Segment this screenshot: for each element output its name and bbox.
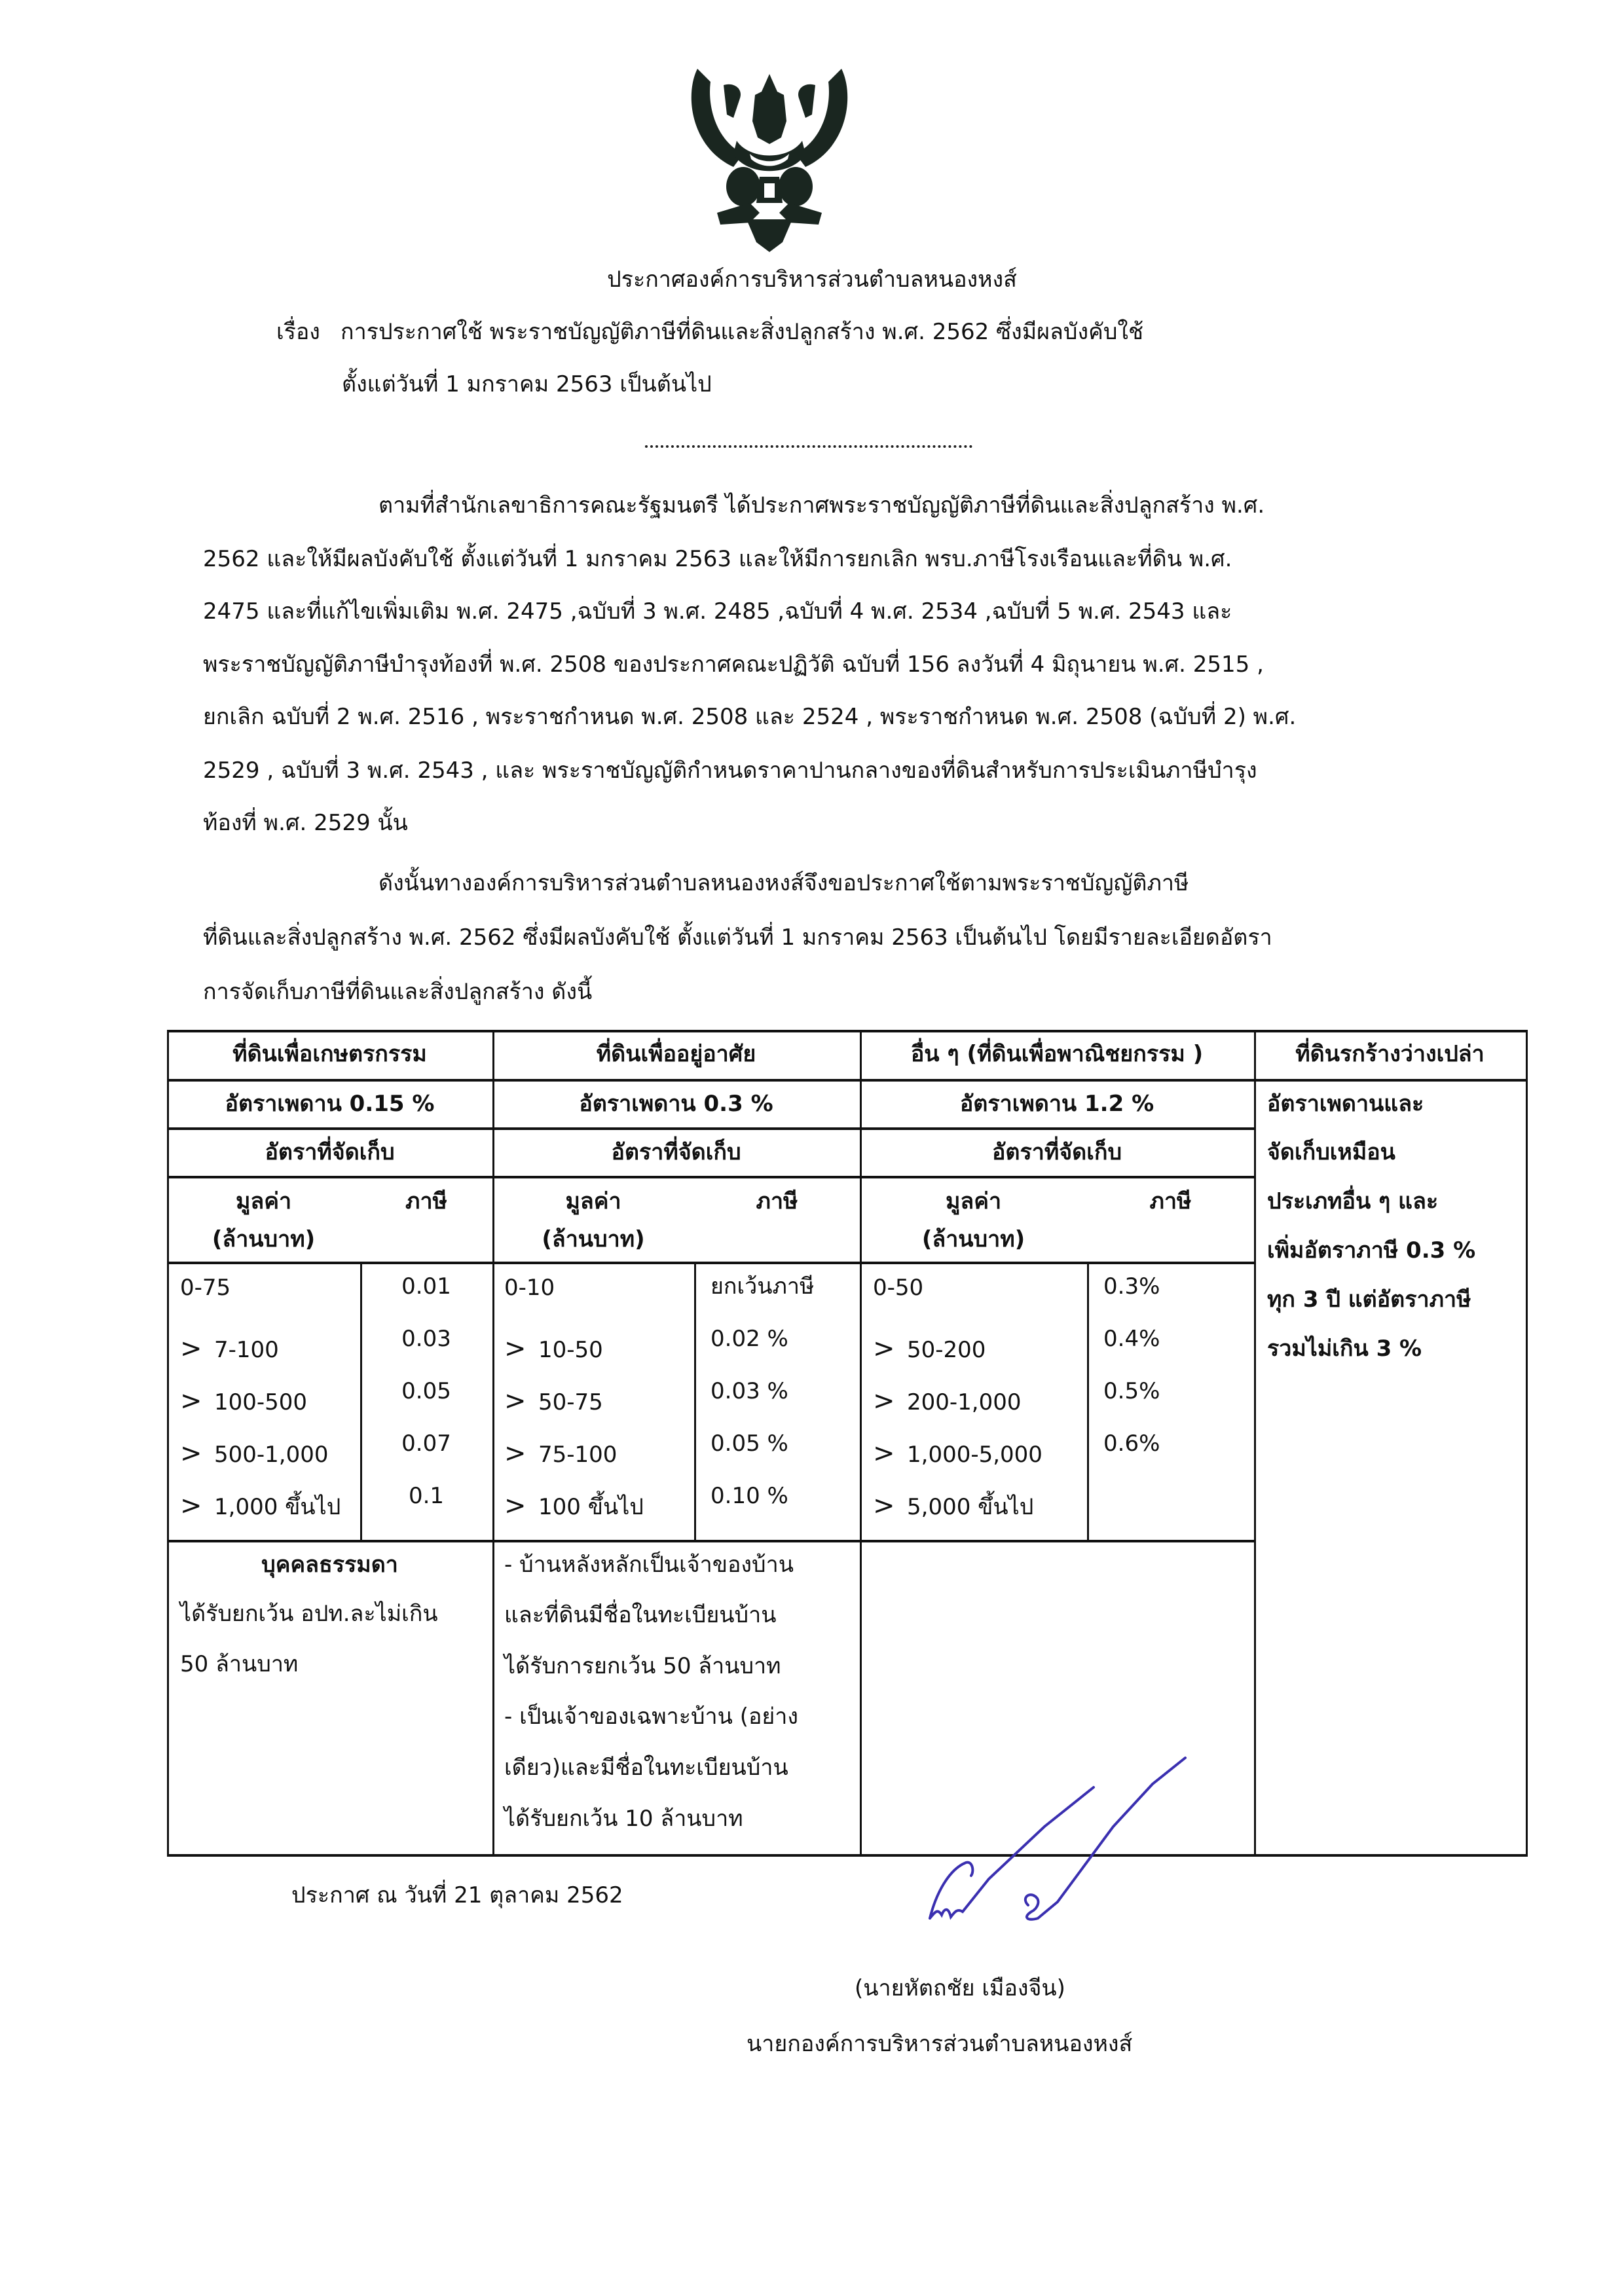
- tax-label: ภาษี: [756, 1188, 798, 1214]
- announcement-title: ประกาศองค์การบริหารส่วนตำบลหนองหงส์: [607, 266, 1017, 293]
- table-border: [167, 1030, 1528, 1032]
- table-border: [167, 1262, 1254, 1264]
- value-unit-label: (ล้านบาท): [542, 1226, 645, 1252]
- ceiling-rate-agriculture: อัตราเพดาน 0.15 %: [225, 1091, 435, 1117]
- signer-name: (นายหัตถชัย เมืองจีน): [855, 1975, 1065, 2001]
- rate-range: [180, 1336, 279, 1362]
- rate-range-value: 75-100: [538, 1442, 618, 1468]
- rate-range-value: 500-1,000: [214, 1442, 329, 1468]
- rate-range-value: 100-500: [214, 1389, 308, 1415]
- rate-range: [504, 1388, 603, 1414]
- paragraph1-line: ยกเลิก ฉบับที่ 2 พ.ศ. 2516 , พระราชกำหนด พ.ศ. 2508 และ 2524 , พระราชกำหนด พ.ศ. 2508 (ฉบับที่ 2) พ.ศ.: [203, 704, 1297, 730]
- rate-tax-value: 0.03 %: [710, 1378, 788, 1404]
- greater-than-symbol: >: [504, 1438, 526, 1468]
- handwritten-signature-icon: [917, 1722, 1192, 1958]
- individual-note-line: 50 ล้านบาท: [180, 1651, 299, 1677]
- rate-tax-value: 0.05: [401, 1378, 451, 1404]
- ceiling-rate-commercial: อัตราเพดาน 1.2 %: [959, 1091, 1154, 1117]
- rate-range-value: 200-1,000: [907, 1389, 1022, 1415]
- table-border: [1087, 1262, 1089, 1540]
- table-border: [167, 1176, 1254, 1178]
- rate-range: [180, 1493, 341, 1519]
- tax-label: ภาษี: [405, 1188, 447, 1214]
- vacant-note-line: ทุก 3 ปี แต่อัตราภาษี: [1267, 1286, 1471, 1313]
- value-label: มูลค่า: [565, 1188, 621, 1214]
- rate-tax-value: 0.05 %: [710, 1430, 788, 1457]
- table-border: [167, 1079, 1528, 1082]
- greater-than-symbol: >: [180, 1334, 202, 1364]
- greater-than-symbol: >: [873, 1438, 895, 1468]
- rate-tax-value: 0.3%: [1103, 1273, 1160, 1300]
- rate-range-value: 7-100: [214, 1337, 279, 1363]
- rate-range: [873, 1440, 1043, 1467]
- rate-tax-value: 0.4%: [1103, 1326, 1160, 1352]
- rate-tax-value: 0.07: [401, 1430, 451, 1457]
- rate-range: [873, 1493, 1033, 1519]
- separator-dotted-line: [645, 445, 972, 448]
- tax-rate-table: [167, 1030, 1528, 1857]
- rate-range-value: 0-75: [180, 1275, 231, 1301]
- table-border: [1526, 1030, 1528, 1857]
- paragraph2-line: การจัดเก็บภาษีที่ดินและสิ่งปลูกสร้าง ดังนี้: [203, 979, 593, 1005]
- rate-tax-value: 0.1: [408, 1483, 445, 1509]
- rate-range: [504, 1493, 644, 1519]
- rate-range-value: 0-50: [873, 1275, 924, 1301]
- value-label: มูลค่า: [235, 1188, 292, 1214]
- column-heading-residential: ที่ดินเพื่ออยู่อาศัย: [596, 1041, 756, 1067]
- rate-tax-value: 0.01: [401, 1273, 451, 1300]
- table-border: [694, 1262, 696, 1540]
- paragraph1-line: ตามที่สำนักเลขาธิการคณะรัฐมนตรี ได้ประกาศพระราชบัญญัติภาษีที่ดินและสิ่งปลูกสร้าง พ.ศ.: [378, 492, 1265, 519]
- greater-than-symbol: >: [504, 1334, 526, 1364]
- greater-than-symbol: >: [180, 1438, 202, 1468]
- rate-tax-value: 0.02 %: [710, 1326, 788, 1352]
- rate-range-value: 50-200: [907, 1337, 986, 1363]
- rate-range: [504, 1336, 603, 1362]
- value-unit-label: (ล้านบาท): [212, 1226, 316, 1252]
- rate-range: [180, 1388, 307, 1414]
- subject-line-2: ตั้งแต่วันที่ 1 มกราคม 2563 เป็นต้นไป: [342, 371, 712, 397]
- paragraph1-line: พระราชบัญญัติภาษีบำรุงท้องที่ พ.ศ. 2508 ของประกาศคณะปฏิวัติ ฉบับที่ 156 ลงวันที่ 4 มิถุนายน พ.ศ. 2515 ,: [203, 651, 1264, 678]
- tax-label: ภาษี: [1149, 1188, 1192, 1214]
- individual-note-title: บุคคลธรรมดา: [261, 1552, 398, 1578]
- paragraph1-line: 2529 , ฉบับที่ 3 พ.ศ. 2543 , และ พระราชบัญญัติกำหนดราคาปานกลางของที่ดินสำหรับการประเมินภาษีบำรุง: [203, 757, 1257, 784]
- greater-than-symbol: >: [180, 1386, 202, 1416]
- paragraph1-line: 2475 และที่แก้ไขเพิ่มเติม พ.ศ. 2475 ,ฉบับที่ 3 พ.ศ. 2485 ,ฉบับที่ 4 พ.ศ. 2534 ,ฉบับที่ 5 พ.ศ. 2543 และ: [203, 598, 1232, 625]
- value-label: มูลค่า: [945, 1188, 1002, 1214]
- subject-label: เรื่อง: [276, 319, 320, 345]
- rate-range: [180, 1277, 231, 1299]
- column-heading-agriculture: ที่ดินเพื่อเกษตรกรรม: [232, 1041, 427, 1067]
- collect-rate-label: อัตราที่จัดเก็บ: [265, 1139, 395, 1165]
- vacant-note-line: อัตราเพดานและ: [1267, 1091, 1424, 1117]
- rate-range: [873, 1388, 1022, 1414]
- greater-than-symbol: >: [873, 1386, 895, 1416]
- vacant-note-line: รวมไม่เกิน 3 %: [1267, 1336, 1422, 1362]
- rate-range: [873, 1277, 923, 1299]
- paragraph2-line: ที่ดินและสิ่งปลูกสร้าง พ.ศ. 2562 ซึ่งมีผลบังคับใช้ ตั้งแต่วันที่ 1 มกราคม 2563 เป็นต้นไป โดยมีรายละเอียดอัตรา: [203, 924, 1272, 951]
- signer-title: นายกองค์การบริหารส่วนตำบลหนองหงส์: [747, 2031, 1133, 2057]
- greater-than-symbol: >: [873, 1334, 895, 1364]
- paragraph1-line: 2562 และให้มีผลบังคับใช้ ตั้งแต่วันที่ 1 มกราคม 2563 และให้มีการยกเลิก พรบ.ภาษีโรงเรือนและที่ดิน พ.ศ.: [203, 546, 1232, 572]
- ceiling-rate-residential: อัตราเพดาน 0.3 %: [579, 1091, 773, 1117]
- column-heading-vacant: ที่ดินรกร้างว่างเปล่า: [1295, 1041, 1485, 1067]
- rate-tax-value: 0.10 %: [710, 1483, 788, 1509]
- residential-note-line: ได้รับยกเว้น 10 ล้านบาท: [504, 1806, 743, 1832]
- rate-range-value: 10-50: [538, 1337, 603, 1363]
- greater-than-symbol: >: [504, 1386, 526, 1416]
- residential-note-line: เดียว)และมีชื่อในทะเบียนบ้าน: [504, 1755, 788, 1781]
- residential-note-line: - บ้านหลังหลักเป็นเจ้าของบ้าน: [504, 1552, 794, 1578]
- residential-note-line: - เป็นเจ้าของเฉพาะบ้าน (อย่าง: [504, 1704, 798, 1730]
- rate-range-value: 0-10: [504, 1275, 555, 1301]
- rate-range-value: 1,000-5,000: [907, 1442, 1043, 1468]
- rate-tax-value: 0.6%: [1103, 1430, 1160, 1457]
- announcement-date: ประกาศ ณ วันที่ 21 ตุลาคม 2562: [291, 1882, 623, 1908]
- vacant-note-line: จัดเก็บเหมือน: [1267, 1139, 1395, 1165]
- greater-than-symbol: >: [504, 1491, 526, 1521]
- rate-tax-value: 0.5%: [1103, 1378, 1160, 1404]
- residential-note-line: ได้รับการยกเว้น 50 ล้านบาท: [504, 1653, 781, 1679]
- rate-tax-value: 0.03: [401, 1326, 451, 1352]
- value-unit-label: (ล้านบาท): [921, 1226, 1025, 1252]
- rate-tax-value: ยกเว้นภาษี: [710, 1273, 815, 1300]
- rate-range-value: 100 ขึ้นไป: [538, 1494, 644, 1520]
- collect-rate-label: อัตราที่จัดเก็บ: [991, 1139, 1122, 1165]
- paragraph2-line: ดังนั้นทางองค์การบริหารส่วนตำบลหนองหงส์จึงขอประกาศใช้ตามพระราชบัญญัติภาษี: [378, 870, 1189, 896]
- rate-range: [180, 1440, 329, 1467]
- table-border: [167, 1127, 1254, 1130]
- subject-line-1: การประกาศใช้ พระราชบัญญัติภาษีที่ดินและสิ่งปลูกสร้าง พ.ศ. 2562 ซึ่งมีผลบังคับใช้: [341, 319, 1144, 345]
- rate-range-value: 50-75: [538, 1389, 603, 1415]
- vacant-note-line: ประเภทอื่น ๆ และ: [1267, 1188, 1439, 1214]
- table-border: [1254, 1030, 1256, 1857]
- rate-range-value: 1,000 ขึ้นไป: [214, 1494, 341, 1520]
- greater-than-symbol: >: [873, 1491, 895, 1521]
- table-border: [167, 1854, 1528, 1857]
- greater-than-symbol: >: [180, 1491, 202, 1521]
- rate-range: [504, 1277, 555, 1299]
- individual-note-line: ได้รับยกเว้น อปท.ละไม่เกิน: [180, 1601, 438, 1627]
- paragraph1-line: ท้องที่ พ.ศ. 2529 นั้น: [203, 810, 408, 836]
- rate-range: [873, 1336, 986, 1362]
- rate-range-value: 5,000 ขึ้นไป: [907, 1494, 1034, 1520]
- residential-note-line: และที่ดินมีชื่อในทะเบียนบ้าน: [504, 1602, 777, 1628]
- column-heading-commercial: อื่น ๆ (ที่ดินเพื่อพาณิชยกรรม ): [910, 1041, 1204, 1067]
- table-border: [167, 1540, 1254, 1542]
- vacant-note-line: เพิ่มอัตราภาษี 0.3 %: [1267, 1237, 1476, 1264]
- garuda-emblem-icon: [671, 56, 868, 252]
- rate-range: [504, 1440, 617, 1467]
- collect-rate-label: อัตราที่จัดเก็บ: [611, 1139, 741, 1165]
